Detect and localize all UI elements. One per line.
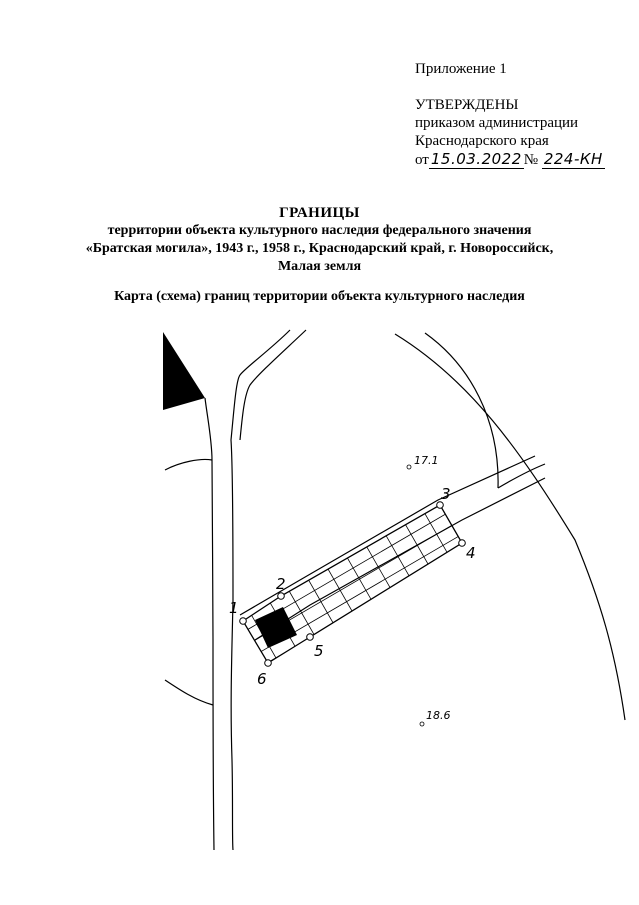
point-marker-4	[459, 540, 466, 547]
road-junction-right	[498, 464, 545, 488]
title-line-3: Малая земля	[277, 259, 362, 274]
point-label-1: 1	[229, 599, 239, 617]
road-top-left	[231, 330, 290, 440]
lot-marker-17-1	[407, 465, 411, 469]
title-line-2: «Братская могила», 1943 г., 1958 г., Краснодарский край, г. Новороссийск,	[85, 241, 554, 256]
point-marker-1	[240, 618, 247, 625]
diagonal-road-bottom	[255, 478, 545, 640]
point-label-2: 2	[276, 575, 286, 593]
lot-marker-18-6	[420, 722, 424, 726]
date-value: 15.03.2022	[430, 150, 522, 168]
approved-heading: УТВЕРЖДЕНЫ	[415, 97, 519, 113]
side-road-lower	[165, 680, 213, 705]
appendix-label: Приложение 1	[415, 61, 507, 77]
map-subtitle: Карта (схема) границ территории объекта культурного наследия	[114, 289, 525, 304]
side-road-upper	[165, 459, 212, 470]
road-lines	[165, 330, 625, 850]
monument-square	[255, 607, 297, 648]
date-prefix: от	[415, 152, 429, 168]
road-arc-outer	[395, 334, 625, 720]
point-marker-6	[265, 660, 272, 667]
approved-line-1: приказом администрации	[415, 115, 579, 131]
title-heading: ГРАНИЦЫ	[279, 205, 360, 221]
road-top-right	[240, 330, 306, 440]
point-label-6: 6	[257, 670, 267, 688]
number-prefix: №	[523, 152, 539, 168]
vertical-road-right-edge	[231, 440, 233, 850]
lot-label-17-1: 17.1	[414, 454, 439, 467]
lot-label-18-6: 18.6	[426, 709, 451, 722]
point-marker-2	[278, 593, 285, 600]
point-label-4: 4	[466, 544, 476, 562]
vertical-road-left-edge	[205, 398, 214, 850]
point-label-3: 3	[441, 485, 451, 503]
approved-line-2: Краснодарского края	[415, 133, 549, 149]
point-marker-5	[307, 634, 314, 641]
number-value: 224-КН	[543, 150, 603, 168]
title-line-1: территории объекта культурного наследия федерального значения	[107, 223, 532, 238]
black-triangle-shape	[163, 332, 205, 410]
point-label-5: 5	[314, 642, 324, 660]
